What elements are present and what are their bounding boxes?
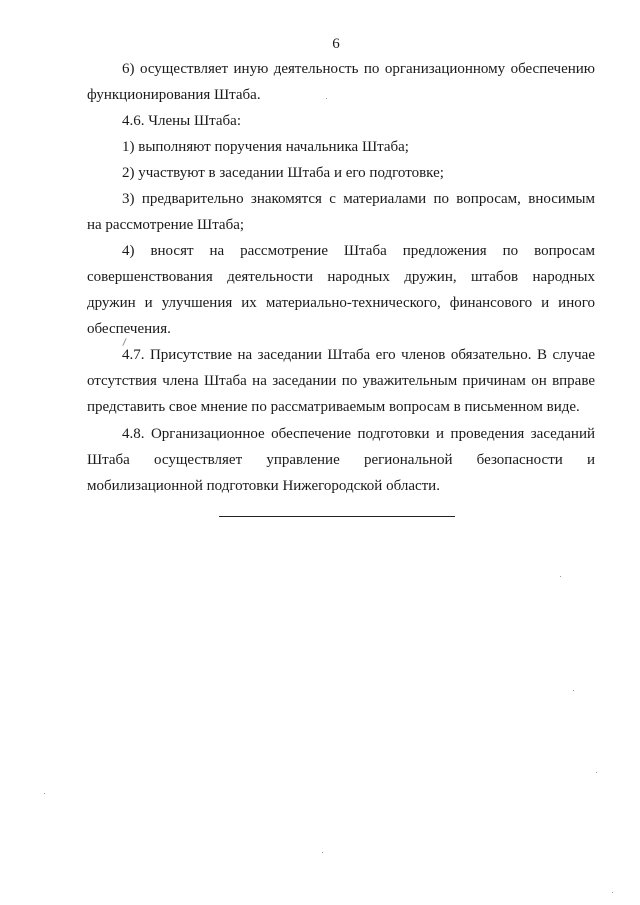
paragraph-line: 4.8. Организационное обеспечение подготовки и проведения заседаний bbox=[122, 426, 595, 442]
paragraph-line: 3) предварительно знакомятся с материалами по вопросам, вносимым bbox=[122, 191, 595, 207]
paragraph-line: функционирования Штаба. bbox=[87, 87, 261, 103]
section-4-8 bbox=[87, 421, 595, 499]
end-of-document-rule bbox=[219, 516, 455, 517]
list-item-1 bbox=[87, 134, 595, 160]
scan-speck bbox=[560, 576, 561, 577]
paragraph-line: 4.6. Члены Штаба: bbox=[122, 113, 241, 129]
page-number: 6 bbox=[332, 36, 340, 52]
paragraph-line: обеспечения. bbox=[87, 321, 171, 337]
paragraph-line: мобилизационной подготовки Нижегородской области. bbox=[87, 478, 440, 494]
paragraph-line: 6) осуществляет иную деятельность по организационному обеспечению bbox=[122, 61, 595, 77]
scan-speck bbox=[573, 690, 574, 691]
scan-speck bbox=[322, 852, 323, 853]
scan-speck bbox=[326, 98, 327, 99]
paragraph-line: отсутствия члена Штаба на заседании по уважительным причинам он вправе bbox=[87, 373, 595, 389]
paragraph-line: Штаба осуществляет управление региональной безопасности и bbox=[87, 452, 595, 468]
paragraph-line: совершенствования деятельности народных дружин, штабов народных bbox=[87, 269, 595, 285]
section-4-6-heading bbox=[87, 108, 595, 134]
paragraph-line: представить свое мнение по рассматриваемым вопросам в письменном виде. bbox=[87, 399, 580, 415]
scan-speck bbox=[612, 892, 613, 893]
scan-speck bbox=[44, 793, 45, 794]
paragraph-6-other-activity bbox=[87, 56, 595, 108]
section-4-7 bbox=[87, 342, 595, 420]
list-item-4 bbox=[87, 238, 595, 342]
list-item-3 bbox=[87, 186, 595, 238]
paragraph-line: дружин и улучшения их материально-технического, финансового и иного bbox=[87, 295, 595, 311]
paragraph-line: на рассмотрение Штаба; bbox=[87, 217, 245, 233]
scan-speck bbox=[596, 772, 597, 773]
paragraph-line: 4) вносят на рассмотрение Штаба предложения по вопросам bbox=[122, 243, 595, 259]
paragraph-line: 1) выполняют поручения начальника Штаба; bbox=[122, 139, 409, 155]
list-item-2 bbox=[87, 160, 595, 186]
paragraph-line: 2) участвуют в заседании Штаба и его подготовке; bbox=[122, 165, 444, 181]
paragraph-line: 4.7. Присутствие на заседании Штаба его членов обязательно. В случае bbox=[122, 347, 595, 363]
